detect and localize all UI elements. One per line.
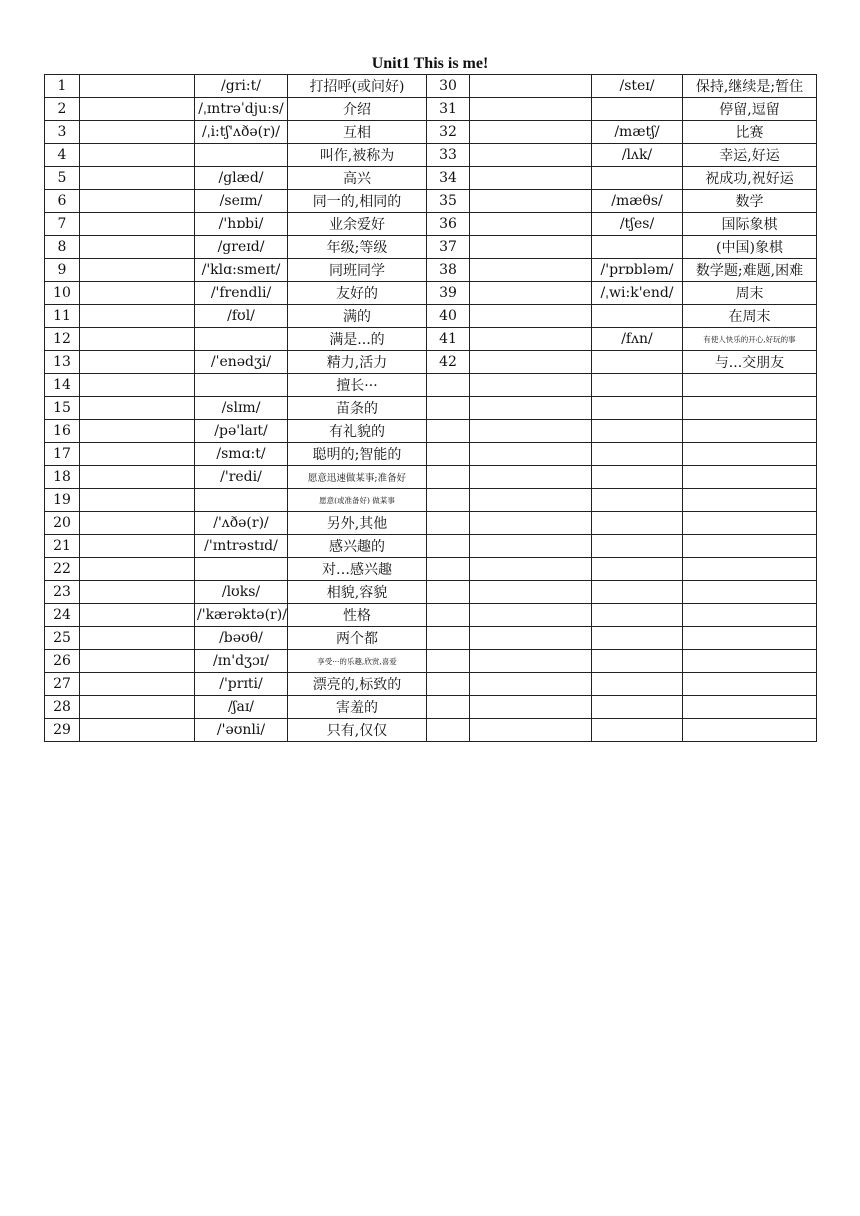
meaning-cell: 另外,其他	[288, 512, 427, 535]
word-blank-cell[interactable]	[470, 282, 592, 305]
meaning-cell: 享受···的乐趣,欣赏,喜爱	[288, 650, 427, 673]
meaning-cell: 聪明的;智能的	[288, 443, 427, 466]
row-number-cell: 29	[45, 719, 80, 742]
meaning-cell: 数学	[683, 190, 817, 213]
word-blank-cell[interactable]	[80, 305, 195, 328]
row-number-cell	[427, 443, 470, 466]
phonetic-cell: /gri:t/	[195, 75, 288, 98]
meaning-cell: 祝成功,祝好运	[683, 167, 817, 190]
row-number-cell: 15	[45, 397, 80, 420]
table-row	[45, 236, 817, 259]
row-number-cell: 23	[45, 581, 80, 604]
word-blank-cell[interactable]	[80, 397, 195, 420]
phonetic-cell	[592, 696, 683, 719]
meaning-cell	[683, 535, 817, 558]
phonetic-cell	[592, 374, 683, 397]
phonetic-cell: /ˈenədʒi/	[195, 351, 288, 374]
row-number-cell: 8	[45, 236, 80, 259]
table-row	[45, 259, 817, 282]
row-number-cell: 13	[45, 351, 80, 374]
word-blank-cell[interactable]	[80, 213, 195, 236]
meaning-cell: 在周末	[683, 305, 817, 328]
word-blank-cell[interactable]	[470, 627, 592, 650]
meaning-cell: 数学题;难题,困难	[683, 259, 817, 282]
phonetic-cell: /'prɪti/	[195, 673, 288, 696]
row-number-cell: 38	[427, 259, 470, 282]
word-blank-cell[interactable]	[80, 121, 195, 144]
page-title: Unit1 This is me!	[371, 55, 489, 72]
word-blank-cell[interactable]	[80, 581, 195, 604]
phonetic-cell: /'prɒbləm/	[592, 259, 683, 282]
meaning-cell	[683, 466, 817, 489]
table-row	[45, 604, 817, 627]
row-number-cell: 42	[427, 351, 470, 374]
meaning-cell: 叫作,被称为	[288, 144, 427, 167]
meaning-cell: 满是...的	[288, 328, 427, 351]
word-blank-cell[interactable]	[470, 719, 592, 742]
table-row	[45, 512, 817, 535]
row-number-cell: 16	[45, 420, 80, 443]
word-blank-cell[interactable]	[80, 604, 195, 627]
phonetic-cell	[592, 535, 683, 558]
table-row	[45, 351, 817, 374]
table-row	[45, 75, 817, 98]
phonetic-cell: /pə'laɪt/	[195, 420, 288, 443]
phonetic-cell	[592, 604, 683, 627]
meaning-cell: 友好的	[288, 282, 427, 305]
word-blank-cell[interactable]	[80, 75, 195, 98]
table-row	[45, 696, 817, 719]
table-row	[45, 719, 817, 742]
meaning-cell	[683, 397, 817, 420]
phonetic-cell	[592, 397, 683, 420]
word-blank-cell[interactable]	[80, 98, 195, 121]
meaning-cell	[683, 673, 817, 696]
row-number-cell: 34	[427, 167, 470, 190]
row-number-cell: 10	[45, 282, 80, 305]
word-blank-cell[interactable]	[470, 443, 592, 466]
row-number-cell: 33	[427, 144, 470, 167]
word-blank-cell[interactable]	[80, 190, 195, 213]
meaning-cell: 同班同学	[288, 259, 427, 282]
word-blank-cell[interactable]	[470, 190, 592, 213]
meaning-cell: 幸运,好运	[683, 144, 817, 167]
meaning-cell: 愿意迅速做某事;准备好	[288, 466, 427, 489]
row-number-cell: 25	[45, 627, 80, 650]
row-number-cell: 9	[45, 259, 80, 282]
meaning-cell: 保持,继续是;暂住	[683, 75, 817, 98]
word-blank-cell[interactable]	[470, 673, 592, 696]
meaning-cell: 有礼貌的	[288, 420, 427, 443]
word-blank-cell[interactable]	[470, 213, 592, 236]
word-blank-cell[interactable]	[470, 397, 592, 420]
row-number-cell: 24	[45, 604, 80, 627]
word-blank-cell[interactable]	[470, 98, 592, 121]
word-blank-cell[interactable]	[470, 489, 592, 512]
meaning-cell	[683, 420, 817, 443]
word-blank-cell[interactable]	[80, 512, 195, 535]
meaning-cell: 同一的,相同的	[288, 190, 427, 213]
word-blank-cell[interactable]	[470, 351, 592, 374]
row-number-cell: 7	[45, 213, 80, 236]
row-number-cell	[427, 673, 470, 696]
word-blank-cell[interactable]	[80, 466, 195, 489]
row-number-cell: 21	[45, 535, 80, 558]
table-row	[45, 489, 817, 512]
phonetic-cell: /ɪn'dʒɔɪ/	[195, 650, 288, 673]
meaning-cell: 对…感兴趣	[288, 558, 427, 581]
meaning-cell: 只有,仅仅	[288, 719, 427, 742]
meaning-cell: 感兴趣的	[288, 535, 427, 558]
table-row	[45, 673, 817, 696]
row-number-cell: 12	[45, 328, 80, 351]
row-number-cell	[427, 374, 470, 397]
word-blank-cell[interactable]	[470, 696, 592, 719]
word-blank-cell[interactable]	[470, 650, 592, 673]
word-blank-cell[interactable]	[470, 604, 592, 627]
word-blank-cell[interactable]	[470, 420, 592, 443]
phonetic-cell: /ˌwi:k'end/	[592, 282, 683, 305]
phonetic-cell: /bəʊθ/	[195, 627, 288, 650]
word-blank-cell[interactable]	[80, 420, 195, 443]
meaning-cell: 介绍	[288, 98, 427, 121]
phonetic-cell: /'redi/	[195, 466, 288, 489]
meaning-cell: 擅长···	[288, 374, 427, 397]
row-number-cell: 1	[45, 75, 80, 98]
table-row	[45, 98, 817, 121]
meaning-cell: (中国)象棋	[683, 236, 817, 259]
meaning-cell: 漂亮的,标致的	[288, 673, 427, 696]
word-blank-cell[interactable]	[470, 374, 592, 397]
meaning-cell	[683, 581, 817, 604]
table-row	[45, 650, 817, 673]
word-blank-cell[interactable]	[470, 535, 592, 558]
phonetic-cell: /'frendli/	[195, 282, 288, 305]
meaning-cell: 互相	[288, 121, 427, 144]
word-blank-cell[interactable]	[80, 167, 195, 190]
meaning-cell	[683, 719, 817, 742]
table-row	[45, 420, 817, 443]
phonetic-cell	[592, 719, 683, 742]
phonetic-cell: /greɪd/	[195, 236, 288, 259]
table-row	[45, 328, 817, 351]
phonetic-cell: /tʃes/	[592, 213, 683, 236]
table-row	[45, 190, 817, 213]
row-number-cell: 31	[427, 98, 470, 121]
word-blank-cell[interactable]	[80, 282, 195, 305]
meaning-cell: 两个都	[288, 627, 427, 650]
word-blank-cell[interactable]	[470, 144, 592, 167]
word-blank-cell[interactable]	[80, 351, 195, 374]
table-row	[45, 213, 817, 236]
meaning-cell: 业余爱好	[288, 213, 427, 236]
phonetic-cell: /'hɒbi/	[195, 213, 288, 236]
word-blank-cell[interactable]	[80, 328, 195, 351]
meaning-cell	[683, 512, 817, 535]
meaning-cell: 满的	[288, 305, 427, 328]
row-number-cell	[427, 581, 470, 604]
row-number-cell: 19	[45, 489, 80, 512]
word-blank-cell[interactable]	[80, 443, 195, 466]
phonetic-cell	[592, 489, 683, 512]
row-number-cell: 5	[45, 167, 80, 190]
table-row	[45, 144, 817, 167]
row-number-cell: 40	[427, 305, 470, 328]
row-number-cell: 28	[45, 696, 80, 719]
row-number-cell: 37	[427, 236, 470, 259]
word-blank-cell[interactable]	[470, 167, 592, 190]
word-blank-cell[interactable]	[80, 650, 195, 673]
phonetic-cell	[195, 328, 288, 351]
row-number-cell	[427, 696, 470, 719]
phonetic-cell	[592, 673, 683, 696]
phonetic-cell: /'əʊnli/	[195, 719, 288, 742]
row-number-cell	[427, 535, 470, 558]
meaning-cell: 苗条的	[288, 397, 427, 420]
table-row	[45, 581, 817, 604]
phonetic-cell: /'klɑ:smeɪt/	[195, 259, 288, 282]
row-number-cell	[427, 558, 470, 581]
row-number-cell: 32	[427, 121, 470, 144]
row-number-cell	[427, 466, 470, 489]
row-number-cell: 41	[427, 328, 470, 351]
row-number-cell	[427, 489, 470, 512]
row-number-cell: 3	[45, 121, 80, 144]
phonetic-cell	[592, 236, 683, 259]
word-blank-cell[interactable]	[470, 328, 592, 351]
word-blank-cell[interactable]	[80, 696, 195, 719]
phonetic-cell: /fʊl/	[195, 305, 288, 328]
row-number-cell: 17	[45, 443, 80, 466]
phonetic-cell	[195, 144, 288, 167]
row-number-cell	[427, 604, 470, 627]
word-blank-cell[interactable]	[80, 719, 195, 742]
row-number-cell: 4	[45, 144, 80, 167]
table-row	[45, 535, 817, 558]
word-blank-cell[interactable]	[470, 75, 592, 98]
word-blank-cell[interactable]	[80, 374, 195, 397]
phonetic-cell: /steɪ/	[592, 75, 683, 98]
phonetic-cell	[592, 420, 683, 443]
row-number-cell: 30	[427, 75, 470, 98]
meaning-cell	[683, 443, 817, 466]
word-blank-cell[interactable]	[470, 558, 592, 581]
phonetic-cell: /lʌk/	[592, 144, 683, 167]
word-blank-cell[interactable]	[80, 236, 195, 259]
phonetic-cell	[592, 581, 683, 604]
meaning-cell: 高兴	[288, 167, 427, 190]
phonetic-cell: /'ʌðə(r)/	[195, 512, 288, 535]
word-blank-cell[interactable]	[80, 259, 195, 282]
word-blank-cell[interactable]	[470, 512, 592, 535]
row-number-cell	[427, 397, 470, 420]
meaning-cell: 精力,活力	[288, 351, 427, 374]
table-row	[45, 466, 817, 489]
meaning-cell: 国际象棋	[683, 213, 817, 236]
phonetic-cell	[592, 443, 683, 466]
meaning-cell: 相貌,容貌	[288, 581, 427, 604]
row-number-cell: 22	[45, 558, 80, 581]
phonetic-cell: /ˌɪntrəˈdjuːs/	[195, 98, 288, 121]
meaning-cell: 有使人快乐的开心,好玩的事	[683, 328, 817, 351]
phonetic-cell	[592, 167, 683, 190]
row-number-cell: 20	[45, 512, 80, 535]
table-row	[45, 443, 817, 466]
row-number-cell: 36	[427, 213, 470, 236]
meaning-cell: 性格	[288, 604, 427, 627]
word-blank-cell[interactable]	[80, 627, 195, 650]
phonetic-cell	[592, 558, 683, 581]
row-number-cell: 14	[45, 374, 80, 397]
phonetic-cell	[195, 489, 288, 512]
phonetic-cell: /ˌi:tʃ'ʌðə(r)/	[195, 121, 288, 144]
phonetic-cell	[195, 374, 288, 397]
row-number-cell: 2	[45, 98, 80, 121]
row-number-cell	[427, 627, 470, 650]
phonetic-cell: /glæd/	[195, 167, 288, 190]
word-blank-cell[interactable]	[470, 581, 592, 604]
phonetic-cell	[592, 98, 683, 121]
row-number-cell: 6	[45, 190, 80, 213]
table-row	[45, 282, 817, 305]
word-blank-cell[interactable]	[80, 673, 195, 696]
row-number-cell	[427, 719, 470, 742]
phonetic-cell: /seɪm/	[195, 190, 288, 213]
meaning-cell: 比赛	[683, 121, 817, 144]
meaning-cell	[683, 489, 817, 512]
row-number-cell	[427, 650, 470, 673]
table-row	[45, 558, 817, 581]
row-number-cell: 27	[45, 673, 80, 696]
meaning-cell	[683, 696, 817, 719]
row-number-cell: 35	[427, 190, 470, 213]
meaning-cell: 害羞的	[288, 696, 427, 719]
vocabulary-table	[44, 74, 817, 742]
phonetic-cell: /slɪm/	[195, 397, 288, 420]
table-row	[45, 305, 817, 328]
phonetic-cell	[195, 558, 288, 581]
phonetic-cell	[592, 305, 683, 328]
phonetic-cell: /fʌn/	[592, 328, 683, 351]
meaning-cell: 周末	[683, 282, 817, 305]
table-row	[45, 374, 817, 397]
word-blank-cell[interactable]	[80, 489, 195, 512]
word-blank-cell[interactable]	[470, 121, 592, 144]
table-row	[45, 397, 817, 420]
phonetic-cell: /smɑ:t/	[195, 443, 288, 466]
phonetic-cell	[592, 627, 683, 650]
meaning-cell: 停留,逗留	[683, 98, 817, 121]
word-blank-cell[interactable]	[470, 305, 592, 328]
table-row	[45, 121, 817, 144]
phonetic-cell: /mæθs/	[592, 190, 683, 213]
meaning-cell: 打招呼(或问好)	[288, 75, 427, 98]
word-blank-cell[interactable]	[470, 466, 592, 489]
word-blank-cell[interactable]	[470, 236, 592, 259]
row-number-cell: 11	[45, 305, 80, 328]
phonetic-cell	[592, 512, 683, 535]
meaning-cell	[683, 374, 817, 397]
table-row	[45, 627, 817, 650]
phonetic-cell: /lʊks/	[195, 581, 288, 604]
meaning-cell: 与...交朋友	[683, 351, 817, 374]
phonetic-cell: /ʃaɪ/	[195, 696, 288, 719]
meaning-cell	[683, 558, 817, 581]
vocabulary-table-body	[45, 75, 817, 742]
row-number-cell: 18	[45, 466, 80, 489]
meaning-cell	[683, 604, 817, 627]
meaning-cell: 愿意(或准备好) 做某事	[288, 489, 427, 512]
table-row	[45, 167, 817, 190]
phonetic-cell: /mætʃ/	[592, 121, 683, 144]
row-number-cell	[427, 512, 470, 535]
phonetic-cell: /'ɪntrəstɪd/	[195, 535, 288, 558]
row-number-cell	[427, 420, 470, 443]
meaning-cell	[683, 627, 817, 650]
phonetic-cell	[592, 466, 683, 489]
row-number-cell: 39	[427, 282, 470, 305]
word-blank-cell[interactable]	[470, 259, 592, 282]
word-blank-cell[interactable]	[80, 535, 195, 558]
word-blank-cell[interactable]	[80, 144, 195, 167]
phonetic-cell: /'kærəktə(r)/	[195, 604, 288, 627]
meaning-cell: 年级;等级	[288, 236, 427, 259]
row-number-cell: 26	[45, 650, 80, 673]
phonetic-cell	[592, 650, 683, 673]
phonetic-cell	[592, 351, 683, 374]
meaning-cell	[683, 650, 817, 673]
word-blank-cell[interactable]	[80, 558, 195, 581]
